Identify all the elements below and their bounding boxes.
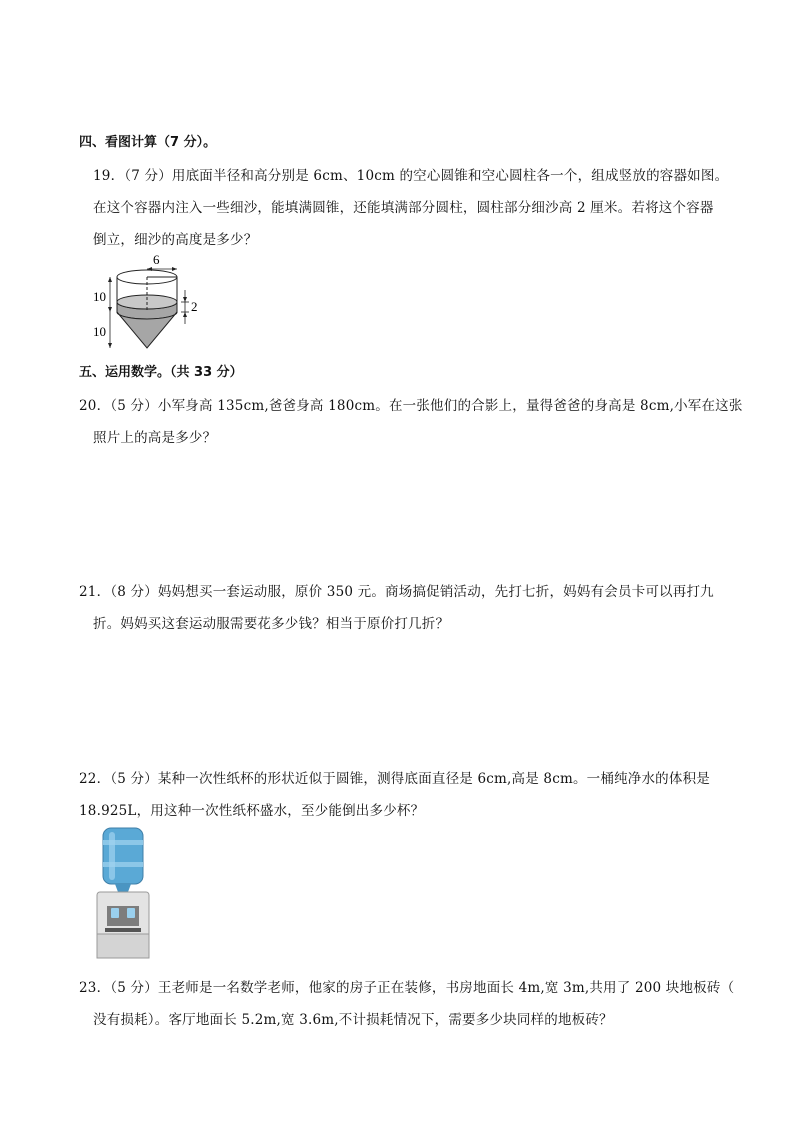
drip-tray (105, 928, 141, 932)
water-dispenser-image (95, 826, 151, 960)
cylinder-height-label: 10 (93, 289, 106, 304)
dispenser-base (97, 934, 149, 958)
q20-text-line-1: 20．（5 分）小军身高 135cm,爸爸身高 180cm。在一张他们的合影上，量得爸爸的身高是 8cm,小军在这张 (79, 398, 743, 414)
radius-label: 6 (153, 252, 160, 267)
q19-text-line-1: 19．（7 分）用底面半径和高分别是 6cm、10cm 的空心圆锥和空心圆柱各一个，组成竖放的容器如图。 (93, 168, 729, 184)
q23-text-line-2: 没有损耗）。客厅地面长 5.2m,宽 3.6m,不计损耗情况下，需要多少块同样的地板砖？ (93, 1012, 613, 1028)
cold-tap (111, 908, 119, 918)
bottle-neck (115, 884, 131, 892)
cone-height-label: 10 (93, 324, 106, 339)
q21-text-line-1: 21．（8 分）妈妈想买一套运动服，原价 350 元。商场搞促销活动，先打七折，妈妈有会员卡可以再打九 (79, 584, 714, 600)
cone-height-arrow (108, 343, 112, 348)
q19-text-line-2: 在这个容器内注入一些细沙，能填满圆锥，还能填满部分圆柱，圆柱部分细沙高 2 厘米。若将这个容器 (93, 200, 714, 216)
q21-text-line-2: 折。妈妈买这套运动服需要花多少钱？相当于原价打几折？ (93, 616, 450, 632)
bottle-highlight (109, 832, 115, 880)
hot-tap (127, 908, 135, 918)
q19-text-line-3: 倒立，细沙的高度是多少？ (93, 232, 258, 248)
q19-container-figure (85, 250, 215, 355)
q22-text-line-2: 18.925L，用这种一次性纸杯盛水，至少能倒出多少杯？ (79, 803, 425, 819)
q20-text-line-2: 照片上的高是多少？ (93, 430, 217, 446)
sand-height-label: 2 (191, 299, 198, 314)
q23-text-line-1: 23．（5 分）王老师是一名数学老师，他家的房子正在装修，书房地面长 4m,宽 3m,共用了 200 块地板砖（ (79, 980, 735, 996)
section-heading-4: 四、看图计算（7 分）。 (79, 135, 217, 150)
q22-text-line-1: 22．（5 分）某种一次性纸杯的形状近似于圆锥，测得底面直径是 6cm,高是 8cm。一桶纯净水的体积是 (79, 771, 710, 787)
section-heading-5: 五、运用数学。（共 33 分） (79, 365, 243, 380)
